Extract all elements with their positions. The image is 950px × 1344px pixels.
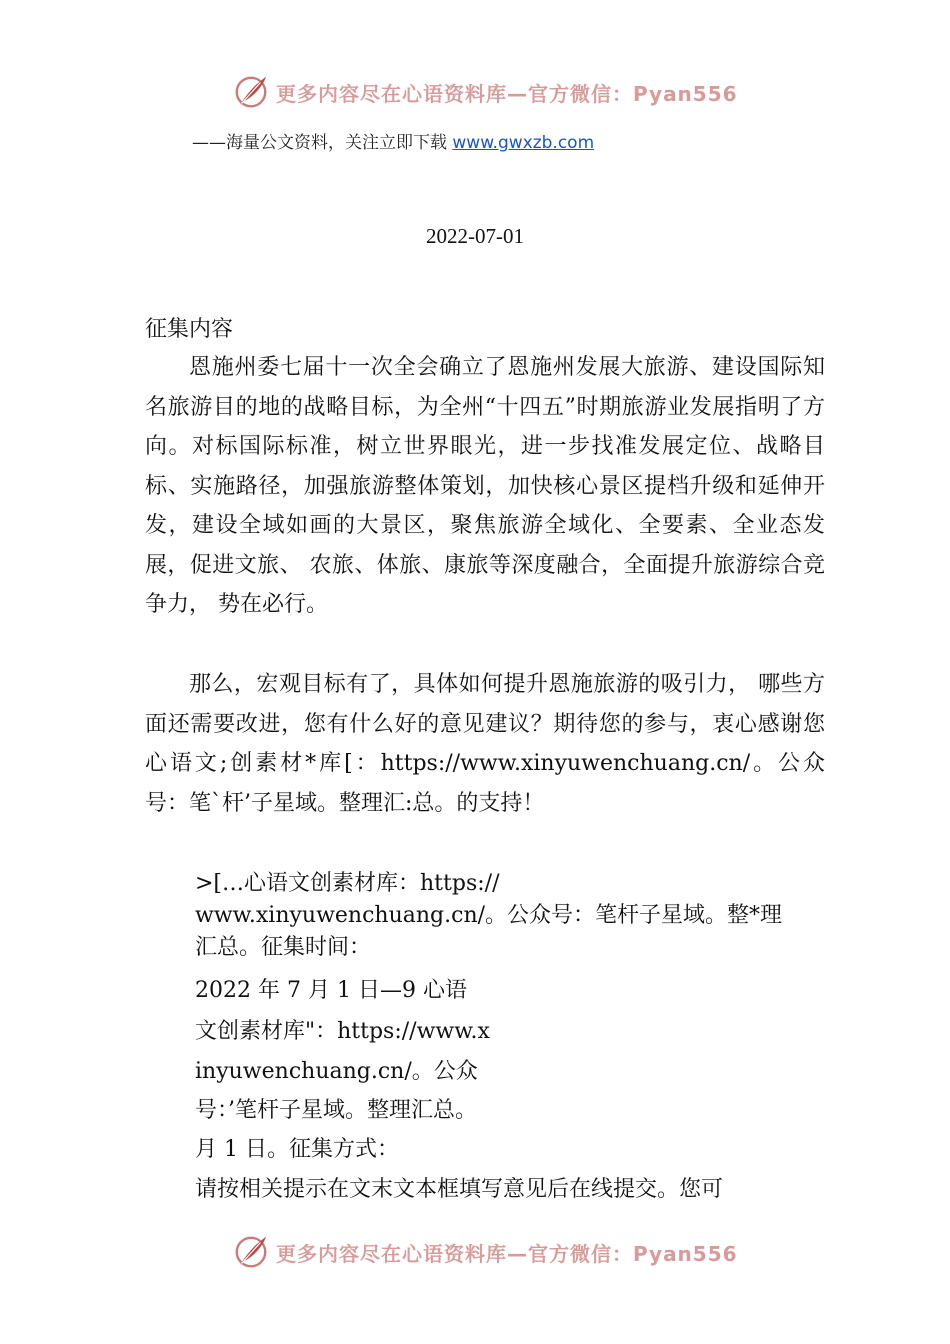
- text-line: inyuwenchuang.cn/。公众: [195, 1059, 478, 1084]
- text-line: 号：’笔杆子星域。整理汇总。: [195, 1098, 477, 1123]
- header-banner: [232, 72, 738, 112]
- text-line: 文创素材库"：https://www.x: [195, 1019, 490, 1044]
- download-link[interactable]: www.gwxzb.com: [452, 133, 595, 153]
- text-line: 汇总。征集时间：: [195, 935, 372, 960]
- text-line: 2022 年 7 月 1 日—9 心语: [195, 978, 467, 1003]
- text-line: 请按相关提示在文末文本框填写意见后在线提交。您可: [195, 1177, 724, 1202]
- paragraph-2: 那么，宏观目标有了，具体如何提升恩施旅游的吸引力， 哪些方面还需要改进，您有什么好的意见建议？期待您的参与，衷心感谢您心语文;创素材*库[：https://www.xinyuwenchuang.cn/。公众号：笔`杆’子星域。整理汇:总。的支持！: [145, 672, 825, 816]
- text-line: 月 1 日。征集方式：: [195, 1137, 399, 1162]
- feather-quill-logo-icon: [232, 73, 270, 111]
- paragraph-1: 恩施州委七届十一次全会确立了恩施州发展大旅游、建设国际知名旅游目的地的战略目标，为全州“十四五”时期旅游业发展指明了方向。对标国际标准，树立世界眼光，进一步找准发展定位、战略目标、实施路径，加强旅游整体策划，加快核心景区提档升级和延伸开发，建设全域如画的大景区，聚焦旅游全域化、全要素、全业态发展，促进文旅、 农旅、体旅、康旅等深度融合，全面提升旅游综合竞争力， 势在必行。: [145, 355, 825, 617]
- text-line: >[…心语文创素材库：https://: [195, 871, 500, 896]
- section-heading: 征集内容: [145, 317, 234, 342]
- tagline: [192, 128, 594, 153]
- footer-banner: [232, 1232, 738, 1272]
- text-line: www.xinyuwenchuang.cn/。公众号：笔杆子星域。整*理: [195, 903, 783, 928]
- tagline-prefix: ——海量公文资料，关注立即下载: [192, 133, 453, 153]
- banner-text: 更多内容尽在心语资料库—官方微信：Pyan556: [276, 81, 738, 106]
- banner-text: 更多内容尽在心语资料库—官方微信：Pyan556: [276, 1241, 738, 1266]
- document-date: 2022-07-01: [426, 224, 524, 248]
- feather-quill-logo-icon: [232, 1233, 270, 1271]
